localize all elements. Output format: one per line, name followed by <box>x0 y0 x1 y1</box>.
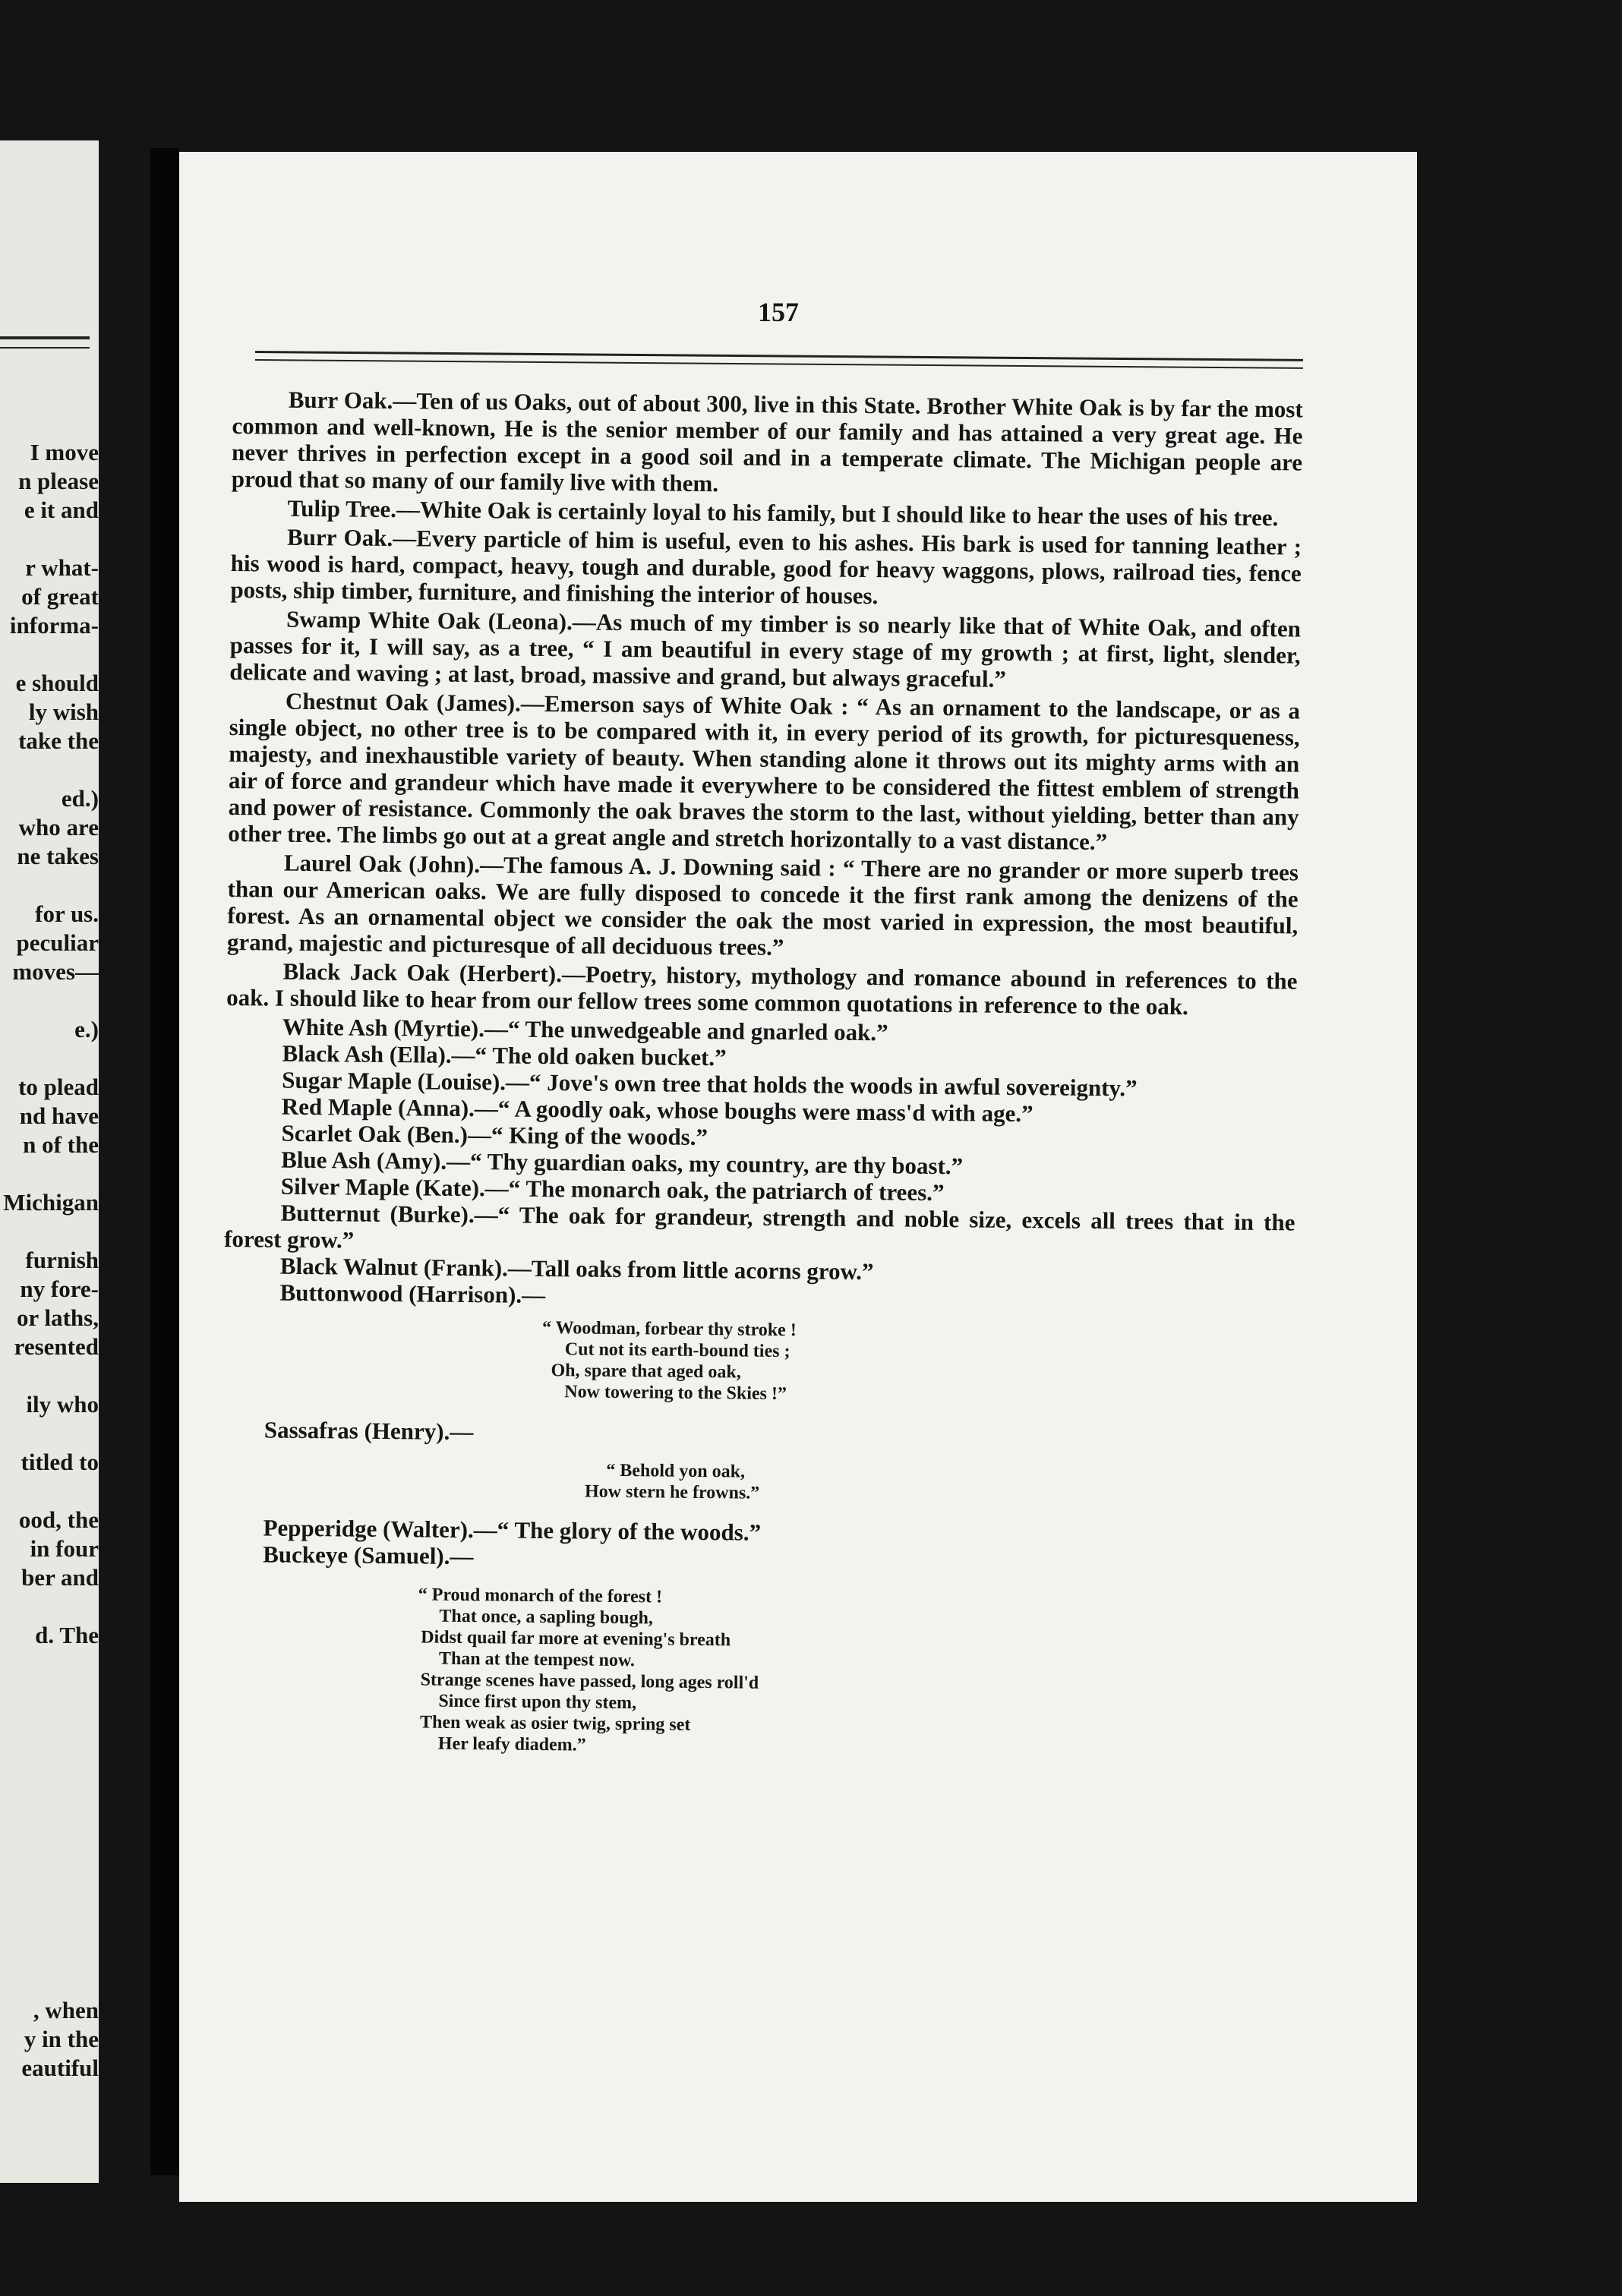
left-page-line: n of the <box>23 1131 99 1158</box>
left-page-line <box>0 1938 99 1967</box>
paragraph-burr-oak-2: Burr Oak.—Every particle of him is useful, even to his ashes. His bark is used for tanning leather ; his wood is hard, compact, heavy, tough and durable, good for heavy waggons, plows, railroad ties, fence posts, ship timber, furniture, and finishing the interior of houses. <box>230 523 1302 610</box>
left-page-line: ne takes <box>17 843 99 869</box>
left-facing-page <box>0 140 99 2183</box>
left-page-line: Michigan <box>3 1189 99 1216</box>
poem-line: How stern he frowns.” <box>584 1481 760 1503</box>
left-page-line <box>0 986 99 1015</box>
poem-line: Oh, spare that aged oak, <box>551 1361 741 1383</box>
quote-silver-maple: Silver Maple (Kate).—“ The monarch oak, the patriarch of trees.” <box>280 1172 945 1206</box>
page-body <box>219 386 1303 1762</box>
left-page-line: of great <box>21 583 99 610</box>
left-page-line: y in the <box>24 2026 99 2052</box>
paragraph-black-jack-oak: Black Jack Oak (Herbert).—Poetry, history, mythology and romance abound in references to the oak. I should like to hear from our fellow trees some common quotations in reference to the oak. <box>226 957 1298 1020</box>
left-page-line: moves— <box>12 958 99 985</box>
paragraph-chestnut-oak: Chestnut Oak (James).—Emerson says of White Oak : “ As an ornament to the landscape, or as a single object, no other tree is to be compared with it, in every period of its growth, for picturesqueness, majesty, and inexhaustible variety of beauty. When standing alone it throws out its mighty arms with an air of force and grandeur which have made it everywhere to be considered the fittest emblem of strength and power of resistance. Commonly the oak braves the storm to the last, without yielding, better than any other tree. The limbs go out at a great angle and stretch horizontally to a vast distance.” <box>228 687 1301 856</box>
left-page-line: e it and <box>24 497 99 523</box>
poem-line: Now towering to the Skies !” <box>564 1382 787 1405</box>
left-page-line: e should <box>15 670 99 696</box>
left-page-line <box>0 1765 99 1794</box>
poem-woodman <box>222 1314 1294 1410</box>
poem-behold <box>222 1456 1292 1509</box>
left-page-line: eautiful <box>21 2055 99 2081</box>
left-page-line <box>0 1159 99 1188</box>
poem-line: “ Proud monarch of the forest ! <box>418 1585 663 1607</box>
left-page-line: ber and <box>21 1564 99 1591</box>
quote-blue-ash: Blue Ash (Amy).—“ Thy guardian oaks, my country, are thy boast.” <box>281 1146 964 1180</box>
left-page-line: for us. <box>35 900 99 927</box>
poem-line: Then weak as osier twig, spring set <box>419 1712 691 1735</box>
left-page-line <box>0 1679 99 1708</box>
left-page-line: , when <box>33 1997 99 2023</box>
book-gutter <box>150 148 179 2175</box>
poem-line: Her leafy diadem.” <box>437 1733 586 1755</box>
paragraph-burr-oak-1: Burr Oak.—Ten of us Oaks, out of about 300, live in this State. Brother White Oak is by far the most common and well-known, He is the senior member of our family and has attained a very great age. He never thrives in perfection except in a good soil and in a temperate climate. The Michigan people are proud that so many of our family live with them. <box>231 386 1303 497</box>
quote-sugar-maple: Sugar Maple (Louise).—“ Jove's own tree that holds the woods in awful sovereignty.” <box>282 1066 1138 1102</box>
left-page-line: ny fore- <box>20 1276 99 1302</box>
poem-line: Cut not its earth-bound ties ; <box>564 1339 790 1362</box>
left-page-line: informa- <box>9 612 99 639</box>
paragraph-tulip-tree: Tulip Tree.—White Oak is certainly loyal to his family, but I should like to hear the uses of his tree. <box>287 494 1279 531</box>
left-page-line <box>0 1650 99 1679</box>
left-page-line <box>0 1044 99 1073</box>
poem-line: “ Behold yon oak, <box>606 1460 746 1482</box>
header-rule <box>255 351 1303 369</box>
quote-red-maple: Red Maple (Anna).—“ A goodly oak, whose boughs were mass'd with age.” <box>281 1093 1033 1128</box>
left-page-line <box>0 755 99 784</box>
paragraph-laurel-oak: Laurel Oak (John).—The famous A. J. Downing said : “ There are no grander or more superb trees than our American oaks. We are fully disposed to concede it the first rank among the denizens of the forest. As an ornamental object we consider the oak the most varied in expression, the most beautiful, grand, majestic and picturesque of all deciduous trees.” <box>226 849 1299 961</box>
left-page-rule <box>0 336 90 348</box>
left-page-line: ed.) <box>61 785 99 812</box>
left-page-line: n please <box>18 468 99 494</box>
poem-line: Strange scenes have passed, long ages roll'd <box>420 1670 759 1693</box>
left-page-line: in four <box>30 1535 99 1562</box>
left-page-line: d. The <box>35 1622 99 1648</box>
left-page-line <box>0 640 99 669</box>
left-page-line: or laths, <box>17 1304 99 1331</box>
quote-white-ash: White Ash (Myrtie).—“ The unwedgeable and gnarled oak.” <box>282 1013 888 1046</box>
left-page-line: resented <box>14 1333 99 1360</box>
left-page-line <box>0 1361 99 1390</box>
poem-line: Than at the tempest now. <box>438 1648 636 1671</box>
left-page-line <box>0 1794 99 1823</box>
quote-black-ash: Black Ash (Ella).—“ The old oaken bucket.” <box>282 1039 727 1071</box>
poem-line: Since first upon thy stem, <box>438 1691 637 1714</box>
left-page-line <box>0 1736 99 1765</box>
left-page-line <box>0 1852 99 1881</box>
left-page-line: ly wish <box>28 699 99 725</box>
page-157 <box>179 152 1417 2202</box>
left-page-line: furnish <box>25 1247 99 1273</box>
left-page-line: titled to <box>21 1449 99 1475</box>
left-page-line <box>0 1477 99 1506</box>
left-page-line <box>0 525 99 554</box>
left-page-line <box>0 1708 99 1736</box>
left-page-line <box>0 1823 99 1852</box>
left-page-line: I move <box>30 439 99 465</box>
speaker-sassafras: Sassafras (Henry).— <box>263 1416 474 1446</box>
left-page-line: to plead <box>18 1074 99 1100</box>
left-page-line <box>0 1592 99 1621</box>
left-page-line <box>0 1217 99 1246</box>
left-page-line: ood, the <box>18 1506 99 1533</box>
left-page-line: nd have <box>19 1102 99 1129</box>
poem-line: That once, a sapling bough, <box>439 1606 653 1629</box>
left-page-line <box>0 1910 99 1938</box>
left-page-line: e.) <box>74 1016 99 1042</box>
left-page-line <box>0 871 99 900</box>
left-page-line: who are <box>18 814 99 840</box>
poem-line: Didst quail far more at evening's breath <box>421 1627 731 1651</box>
left-page-line <box>0 1419 99 1448</box>
speaker-buttonwood: Buttonwood (Harrison).— <box>279 1279 546 1309</box>
left-page-line: peculiar <box>16 929 99 956</box>
page-number: 157 <box>758 297 799 327</box>
quote-scarlet-oak: Scarlet Oak (Ben.)—“ King of the woods.” <box>281 1119 708 1151</box>
poem-proud-monarch <box>219 1582 1292 1763</box>
left-page-line: r what- <box>25 554 99 581</box>
left-page-line: take the <box>18 727 99 754</box>
left-page-line <box>0 1967 99 1996</box>
speaker-pepperidge: Pepperidge (Walter).—“ The glory of the woods.” <box>263 1514 762 1546</box>
quote-butternut: Butternut (Burke).—“ The oak for grandeur, strength and noble size, excels all trees that in the forest grow.” <box>224 1199 1295 1254</box>
poem-line: “ Woodman, forbear thy stroke ! <box>541 1317 797 1341</box>
left-page-text <box>0 438 99 2083</box>
speaker-buckeye: Buckeye (Samuel).— <box>263 1541 474 1570</box>
paragraph-swamp-white-oak: Swamp White Oak (Leona).—As much of my timber is so nearly like that of White Oak, and often passes for it, I will say, as a tree, “ I am beautiful in every stage of my growth ; at first, light, slender, delicate and waving ; at last, broad, massive and grand, but always graceful.” <box>229 605 1302 692</box>
left-page-line <box>0 1881 99 1910</box>
left-page-line: ily who <box>26 1391 99 1418</box>
quote-black-walnut: Black Walnut (Frank).—Tall oaks from little acorns grow.” <box>279 1252 874 1285</box>
